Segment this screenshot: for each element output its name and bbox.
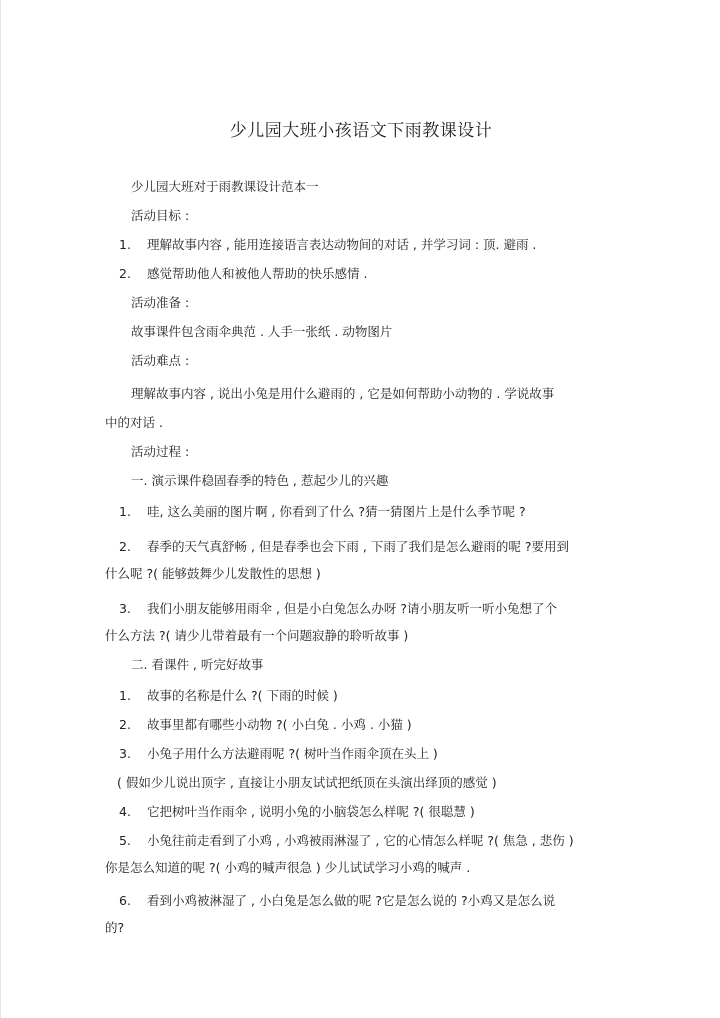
list-number: 5. [119,833,131,848]
list-item [105,797,625,826]
list-item [105,710,625,739]
list-number: 6. [119,893,131,908]
list-number: 1. [119,504,131,519]
list-item [105,826,625,855]
document-body [105,172,625,942]
list-text: 小兔子用什么方法避雨呢 ?( 树叶当作雨伞顶在头上 ) [147,746,438,761]
paragraph-line: 理解故事内容 , 说出小兔是用什么避雨的 , 它是如何帮助小动物的 . 学说故事 [131,386,555,401]
heading-difficulty: 活动难点 : [131,353,190,368]
list-item-continued: 什么呢 ?( 能够鼓舞少儿发散性的思想 ) [105,566,321,581]
list-item [105,259,625,288]
list-item-continued: 的? [105,920,125,935]
paragraph: 故事课件包含雨伞典范 . 人手一张纸 . 动物图片 [131,324,393,339]
list-text: 感觉帮助他人和被他人帮助的快乐感情 . [147,266,368,281]
note-line: ( 假如少儿说出顶字 , 直接让小朋友试试把纸顶在头演出绎顶的感觉 ) [117,775,497,790]
list-number: 3. [119,601,131,616]
heading-prep: 活动准备 : [131,295,190,310]
section-heading: 二. 看课件 , 听完好故事 [131,657,264,672]
list-text: 故事里都有哪些小动物 ?( 小白兔 . 小鸡 . 小猫 ) [147,717,412,732]
document-title: 少儿园大班小孩语文下雨教课设计 [229,121,493,141]
list-item [105,886,625,915]
list-number: 2. [119,539,131,554]
list-item [105,594,625,623]
list-number: 3. [119,746,131,761]
list-number: 2. [119,717,131,732]
list-text: 它把树叶当作雨伞 , 说明小兔的小脑袋怎么样呢 ?( 很聪慧 ) [147,804,475,819]
list-number: 4. [119,804,131,819]
list-text: 哇, 这么美丽的图片啊 , 你看到了什么 ?猜一猜图片上是什么季节呢 ? [147,504,526,519]
heading-goals: 活动目标 : [131,208,190,223]
heading-process: 活动过程 : [131,444,190,459]
list-item-continued: 什么方法 ?( 请少儿带着最有一个问题寂静的聆听故事 ) [105,628,409,643]
list-item [105,230,625,259]
list-text: 故事的名称是什么 ?( 下雨的时候 ) [147,688,338,703]
list-item [105,532,625,561]
paragraph: 少儿园大班对于雨教课设计范本一 [131,179,319,194]
list-item [105,681,625,710]
list-text: 春季的天气真舒畅 , 但是春季也会下雨 , 下雨了我们是怎么避雨的呢 ?要用到 [147,539,569,554]
list-number: 1. [119,237,131,252]
list-item [105,497,625,526]
list-text: 我们小朋友能够用雨伞 , 但是小白兔怎么办呀 ?请小朋友听一听小兔想了个 [147,601,558,616]
paragraph-line: 中的对话 . [105,415,163,430]
list-text: 小兔往前走看到了小鸡 , 小鸡被雨淋湿了 , 它的心情怎么样呢 ?( 焦急 , 悲伤 ) [147,833,574,848]
list-item-continued: 你是怎么知道的呢 ?( 小鸡的喊声很急 ) 少儿试试学习小鸡的喊声 . [105,860,471,875]
list-number: 2. [119,266,131,281]
list-text: 理解故事内容 , 能用连接语言表达动物间的对话 , 并学习词 : 顶. 避雨 . [147,237,537,252]
list-text: 看到小鸡被淋湿了 , 小白兔是怎么做的呢 ?它是怎么说的 ?小鸡又是怎么说 [147,893,556,908]
section-heading: 一. 演示课件稳固春季的特色 , 惹起少儿的兴趣 [131,473,389,488]
list-number: 1. [119,688,131,703]
list-item [105,739,625,768]
